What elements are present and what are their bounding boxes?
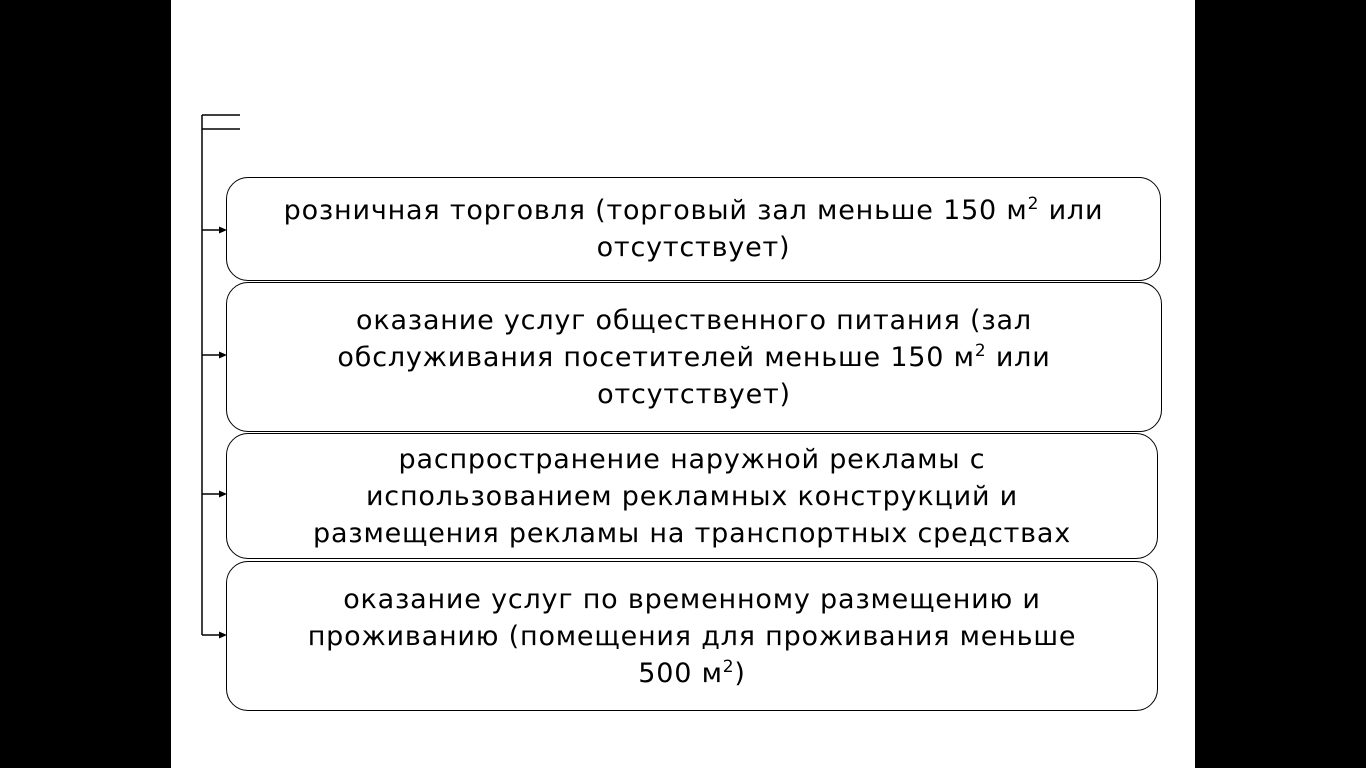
box-line: отсутствует) xyxy=(596,232,791,263)
box-advertising xyxy=(226,433,1158,559)
box-line: обслуживания посетителей меньше 150 $м^2$ или xyxy=(337,340,1051,373)
box-line: отсутствует) xyxy=(597,378,791,410)
box-line: оказание услуг по временному размещению и xyxy=(343,583,1041,615)
box-line: оказание услуг общественного питания (зал xyxy=(356,304,1032,336)
box-line: проживанию (помещения для проживания меньше xyxy=(307,620,1077,652)
box-line: размещения рекламы на транспортных средствах xyxy=(313,517,1071,549)
box-accommodation xyxy=(226,561,1158,711)
box-retail xyxy=(226,177,1161,281)
box-line: распространение наружной рекламы с xyxy=(398,443,986,475)
box-catering xyxy=(226,282,1162,432)
branch-arrow-2 xyxy=(202,352,227,359)
box-line: 500 $м^2$) xyxy=(638,656,746,689)
box-line: использованием рекламных конструкций и xyxy=(365,480,1019,512)
branch-arrow-3 xyxy=(202,491,227,498)
branch-arrow-1 xyxy=(202,227,227,234)
branch-arrow-4 xyxy=(202,632,227,639)
box-line: розничная торговля (торговый зал меньше 150 $м^2$ или xyxy=(283,194,1104,226)
